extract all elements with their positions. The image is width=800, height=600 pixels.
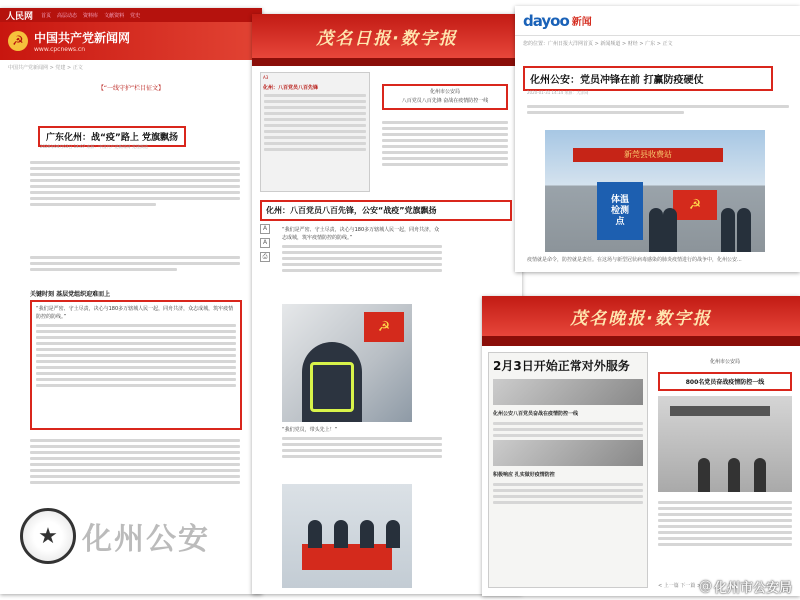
site-banner bbox=[0, 22, 262, 60]
watermark-account: 化州市公安局 bbox=[713, 581, 792, 596]
page-number: A3 bbox=[263, 75, 269, 80]
site-header bbox=[515, 6, 800, 36]
officer-figure bbox=[728, 458, 740, 492]
police-watermark-text: 化州公安 bbox=[82, 522, 210, 557]
nav-item[interactable]: 资料库 bbox=[83, 12, 99, 19]
article-caption: 疫情就是命令，防控就是责任。在这场与新型冠状病毒感染的肺炎疫情进行的战争中，化州公安... bbox=[527, 257, 742, 263]
officer-figure bbox=[386, 520, 400, 548]
nav-bar[interactable] bbox=[252, 58, 522, 66]
font-larger-button[interactable]: A bbox=[260, 224, 270, 234]
top-nav-bar bbox=[0, 8, 262, 22]
nav-item[interactable]: 高层动态 bbox=[57, 12, 78, 19]
article-meta: 2020-01-31 14:14 来源：大洋网 bbox=[527, 90, 589, 95]
article-title: 广东化州：战“疫”路上 党旗飘扬 bbox=[38, 126, 186, 147]
officer-figure bbox=[737, 208, 751, 252]
article-unit-box bbox=[382, 84, 508, 110]
article-photo bbox=[282, 304, 412, 422]
nav-item[interactable]: 首页 bbox=[41, 12, 52, 19]
breadcrumb: 您的位置：广州日报大洋网首页 > 新闻频道 > 财经 > 广东 > 正文 bbox=[523, 41, 673, 47]
sign-line: 点 bbox=[615, 216, 625, 227]
dayoo-article-screenshot bbox=[515, 6, 800, 272]
toll-gate-sign: 新莞县收费站 bbox=[573, 148, 723, 162]
police-watermark bbox=[20, 508, 210, 564]
thumbnail-body bbox=[493, 483, 643, 504]
column-tag: 【“一线守护”栏目征文】 bbox=[97, 85, 165, 92]
police-badge-icon: ★ bbox=[20, 508, 76, 564]
sign-line: 体温 bbox=[610, 194, 629, 205]
officer-figure bbox=[649, 208, 663, 252]
thumbnail-photo bbox=[493, 379, 643, 405]
article-photo bbox=[658, 396, 792, 492]
nav-item[interactable]: 文献资料 bbox=[104, 12, 125, 19]
weibo-watermark bbox=[699, 577, 792, 596]
print-button[interactable]: ⎙ bbox=[260, 252, 270, 262]
reflective-vest bbox=[310, 362, 354, 412]
article-subtitle: 八百党员八百先锋 奋战在疫情防控一线 bbox=[401, 98, 489, 104]
masthead-title: 茂名晚报·数字报 bbox=[570, 308, 712, 329]
article-paragraph bbox=[30, 436, 240, 487]
breadcrumb: 中国共产党新闻网 > 党建 > 正文 bbox=[8, 65, 83, 71]
temperature-check-sign bbox=[597, 182, 643, 240]
dayoo-logo[interactable]: dayoo bbox=[523, 11, 569, 30]
party-flag-icon: ☭ bbox=[673, 190, 717, 220]
site-url: www.cpcnews.cn bbox=[34, 46, 86, 53]
article-paragraph bbox=[282, 226, 442, 275]
officer-figure bbox=[334, 520, 348, 548]
party-emblem-icon: ☭ bbox=[8, 31, 28, 51]
masthead-title: 茂名日报·数字报 bbox=[316, 28, 458, 49]
article-paragraph bbox=[30, 253, 240, 274]
thumbnail-body bbox=[264, 94, 366, 151]
officer-figure bbox=[360, 520, 374, 548]
newspaper-page-thumbnail[interactable] bbox=[488, 352, 648, 588]
officer-figure bbox=[754, 458, 766, 492]
party-flag-icon: ☭ bbox=[364, 312, 404, 342]
section-headline: 积极响应 扎实做好疫情防控 bbox=[493, 472, 555, 478]
thumbnail-photo bbox=[493, 440, 643, 466]
article-meta: 2020年04月03日 14:07 来源：中国共产党新闻网-党建频道 bbox=[40, 144, 148, 149]
checkpoint-photo bbox=[545, 130, 765, 252]
thumbnail-body bbox=[493, 422, 643, 437]
cpcnews-article-screenshot bbox=[0, 8, 262, 594]
article-title: 800名党员奋战疫情防控一线 bbox=[658, 372, 792, 391]
masthead bbox=[252, 14, 522, 58]
sign-line: 检测 bbox=[610, 205, 629, 216]
article-lead: “我们是严密、守土尽责，决心与180多万辖城人民一起，同舟共济，众志成城，筑牢疫情防控的防线。” bbox=[282, 227, 440, 241]
article-paragraph bbox=[527, 102, 789, 117]
section-subhead: 关键时刻 基层党组织迎难而上 bbox=[30, 291, 111, 298]
reader-toolbar bbox=[260, 224, 274, 266]
nav-bar[interactable] bbox=[482, 336, 800, 346]
officer-figure bbox=[721, 208, 735, 252]
page-headline: 2月3日开始正常对外服务 bbox=[493, 359, 630, 373]
article-paragraph bbox=[382, 118, 508, 169]
article-paragraph bbox=[658, 498, 792, 549]
quote-text: “我们是严密、守土尽责，决心与180多万辖城人民一起，同舟共济，众志成城，筑牢疫情防控的防线。” bbox=[36, 306, 234, 320]
news-channel-label[interactable]: 新闻 bbox=[571, 17, 592, 28]
officer-figure bbox=[698, 458, 710, 492]
highlighted-quote bbox=[30, 300, 242, 430]
weibo-at-icon: @ bbox=[698, 579, 712, 594]
section-headline: 化州公安八百党员奋战在疫情防控一线 bbox=[493, 411, 579, 417]
gate-structure bbox=[670, 406, 770, 416]
unit-name: 化州市公安局 bbox=[429, 89, 460, 95]
masthead bbox=[482, 296, 800, 336]
people-logo[interactable]: 人民网 bbox=[6, 11, 34, 22]
article-pager[interactable]: < 上一篇 下一篇 > bbox=[658, 583, 702, 589]
newspaper-page-thumbnail[interactable] bbox=[260, 72, 370, 192]
thumbnail-headline: 化州：八百党员八百先锋 bbox=[263, 85, 319, 91]
article-title: 化州：八百党员八百先锋，公安“战疫”党旗飘扬 bbox=[260, 200, 512, 221]
nav-item[interactable]: 党史 bbox=[130, 12, 141, 19]
article-photo bbox=[282, 484, 412, 588]
site-name: 中国共产党新闻网 bbox=[34, 31, 131, 45]
font-smaller-button[interactable]: A bbox=[260, 238, 270, 248]
maoming-evening-screenshot bbox=[482, 296, 800, 596]
article-title: 化州公安：党员冲锋在前 打赢防疫硬仗 bbox=[523, 66, 773, 91]
officer-figure bbox=[663, 208, 677, 252]
article-paragraph bbox=[282, 426, 442, 461]
article-quote: “我们党员，带头先上！” bbox=[282, 427, 338, 433]
officer-figure bbox=[308, 520, 322, 548]
unit-name: 化州市公安局 bbox=[709, 359, 740, 365]
editor-note bbox=[30, 158, 240, 209]
